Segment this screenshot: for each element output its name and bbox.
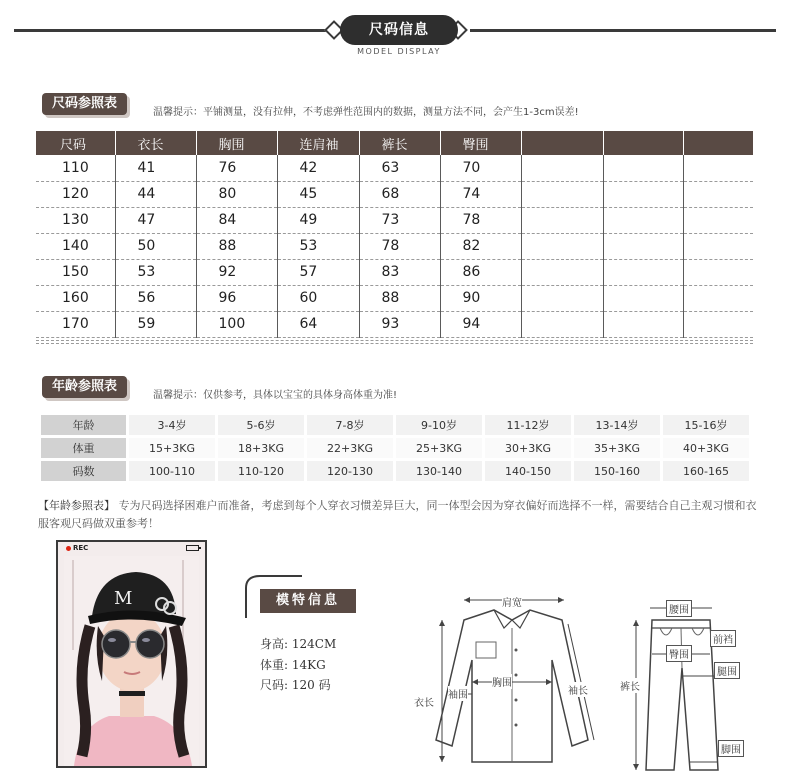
size-table-cell [683,155,753,181]
size-table-cell: 84 [196,207,277,233]
shirt-length-label: 衣长 [414,694,434,709]
age-table-row [41,461,749,481]
size-col-header: 裤长 [359,131,440,155]
age-table-cell: 160-165 [663,461,749,481]
age-footnote-label: 【年龄参照表】 [38,499,115,512]
size-table-cell [521,233,603,259]
size-col-header: 臀围 [440,131,521,155]
size-table-cell [683,285,753,311]
size-table-cell: 96 [196,285,277,311]
size-table-cell: 170 [36,311,115,337]
size-table-cell [603,285,683,311]
battery-icon [186,545,199,551]
size-table-cell: 150 [36,259,115,285]
size-table-cell: 160 [36,285,115,311]
age-chart-note: 温馨提示：仅供参考，具体以宝宝的具体身高体重为准! [153,390,398,401]
age-table-cell: 40+3KG [663,438,749,458]
age-table-cell: 7-8岁 [307,415,393,435]
size-table-header [36,131,753,155]
size-table-cell: 59 [115,311,196,337]
model-photo-illustration [64,556,199,766]
size-table-cell: 47 [115,207,196,233]
shirt-chest-label: 胸围 [492,674,512,689]
shirt-sleeve-length-label: 袖长 [568,682,588,697]
svg-text:M: M [114,588,133,609]
age-table-cell: 140-150 [485,461,571,481]
size-table [36,131,753,338]
age-table-cell: 130-140 [396,461,482,481]
size-table-cell [683,233,753,259]
rec-indicator [66,544,88,552]
size-col-header: 衣长 [115,131,196,155]
size-table-cell: 90 [440,285,521,311]
size-table-cell: 53 [115,259,196,285]
model-tag-bracket [244,574,304,620]
size-table-cell: 73 [359,207,440,233]
size-table-cell: 88 [196,233,277,259]
record-dot-icon [66,546,71,551]
age-row-label: 码数 [41,461,126,481]
size-table-cell: 70 [440,155,521,181]
shirt-shoulder-label: 肩宽 [502,594,522,609]
size-table-cell: 130 [36,207,115,233]
size-table-cell: 83 [359,259,440,285]
size-table-row [36,207,753,233]
age-table-cell: 110-120 [218,461,304,481]
age-chart-tag: 年龄参照表 [42,376,127,398]
model-info-tag: 模特信息 [260,589,356,613]
size-table-cell: 93 [359,311,440,337]
size-table-cell: 82 [440,233,521,259]
size-table-row [36,233,753,259]
size-table-cell [603,233,683,259]
size-chart-tag: 尺码参照表 [42,93,127,115]
age-table-cell: 15+3KG [129,438,215,458]
size-table-cell [603,155,683,181]
size-table-cell: 110 [36,155,115,181]
size-table-cell [521,285,603,311]
size-table-cell: 63 [359,155,440,181]
size-col-header [683,131,753,155]
size-table-row [36,285,753,311]
size-table-cell [521,259,603,285]
age-table-body [41,415,749,481]
age-table-cell: 18+3KG [218,438,304,458]
size-table-cell: 44 [115,181,196,207]
size-table-cell: 86 [440,259,521,285]
model-height: 身高: 124CM [260,637,337,651]
size-table-cell [521,155,603,181]
age-table [38,412,752,484]
size-table-cell [603,311,683,337]
age-table-cell: 22+3KG [307,438,393,458]
size-table-cell: 78 [440,207,521,233]
pants-measure-diagram [620,598,770,776]
size-table-cell: 80 [196,181,277,207]
size-table-cell: 57 [277,259,359,285]
pants-length-label: 裤长 [620,678,640,693]
size-table-cell: 140 [36,233,115,259]
size-col-header [521,131,603,155]
model-photo-frame [56,540,207,768]
age-table-cell: 35+3KG [574,438,660,458]
age-table-cell: 3-4岁 [129,415,215,435]
age-table-cell: 15-16岁 [663,415,749,435]
size-table-row [36,311,753,337]
page-subtitle: MODEL DISPLAY [357,47,441,56]
size-col-header: 尺码 [36,131,115,155]
pants-thigh-label: 腿围 [714,662,740,679]
age-table-cell: 13-14岁 [574,415,660,435]
age-table-cell: 9-10岁 [396,415,482,435]
header-rule-right [470,29,776,32]
size-table-cell: 94 [440,311,521,337]
model-size: 尺码: 120 码 [260,678,331,692]
size-table-cell: 120 [36,181,115,207]
size-table-cell: 56 [115,285,196,311]
size-table-cell: 60 [277,285,359,311]
size-col-header [603,131,683,155]
page-title: 尺码信息 [340,15,458,45]
size-table-cell: 45 [277,181,359,207]
size-table-cell [683,259,753,285]
pants-waist-label: 腰围 [666,600,692,617]
pants-front-rise-label: 前裆 [710,630,736,647]
age-table-cell: 25+3KG [396,438,482,458]
model-weight: 体重: 14KG [260,658,326,672]
size-table-row [36,155,753,181]
pants-hip-label: 臀围 [666,645,692,662]
size-table-cell [683,207,753,233]
size-table-cell: 88 [359,285,440,311]
size-table-cell: 50 [115,233,196,259]
age-table-cell: 100-110 [129,461,215,481]
pants-leg-opening-label: 脚围 [718,740,744,757]
age-footnote [38,497,758,533]
size-col-header: 连肩袖 [277,131,359,155]
size-col-header: 胸围 [196,131,277,155]
size-table-cell [521,311,603,337]
age-table-row [41,415,749,435]
age-row-label: 体重 [41,438,126,458]
size-table-cell [603,181,683,207]
size-table-cell [603,207,683,233]
age-table-cell: 30+3KG [485,438,571,458]
size-table-cell: 64 [277,311,359,337]
shirt-sleeve-width-label: 袖围 [448,686,468,701]
size-table-bottom-rule [36,340,753,344]
size-table-cell [683,311,753,337]
size-table-cell: 92 [196,259,277,285]
age-table-cell: 150-160 [574,461,660,481]
age-footnote-text: 专为尺码选择困难户而准备，考虑到每个人穿衣习惯差异巨大，同一体型会因为穿衣偏好而选择不一样，需要结合自己主观习惯和衣服客观尺码做双重参考！ [38,499,757,530]
size-table-cell [521,181,603,207]
header-rule-left [14,29,330,32]
age-table-cell: 120-130 [307,461,393,481]
age-table-cell: 5-6岁 [218,415,304,435]
shirt-measure-diagram [412,590,612,775]
size-table-row [36,259,753,285]
size-table-cell: 53 [277,233,359,259]
rec-label: REC [73,544,89,552]
size-chart-note: 温馨提示：平铺测量，没有拉伸，不考虑弹性范围内的数据，测量方法不同，会产生1-3cm误差! [153,107,579,118]
model-photo [64,556,199,766]
size-table-cell [683,181,753,207]
size-table-row [36,181,753,207]
size-table-cell: 49 [277,207,359,233]
size-table-cell: 74 [440,181,521,207]
size-table-cell: 100 [196,311,277,337]
age-table-row [41,438,749,458]
age-row-label: 年龄 [41,415,126,435]
size-table-cell: 78 [359,233,440,259]
pants-outline [620,598,770,776]
age-table-cell: 11-12岁 [485,415,571,435]
size-table-cell: 68 [359,181,440,207]
size-table-cell: 42 [277,155,359,181]
size-table-cell [603,259,683,285]
size-table-cell [521,207,603,233]
size-table-body [36,155,753,337]
size-table-cell: 76 [196,155,277,181]
size-table-cell: 41 [115,155,196,181]
